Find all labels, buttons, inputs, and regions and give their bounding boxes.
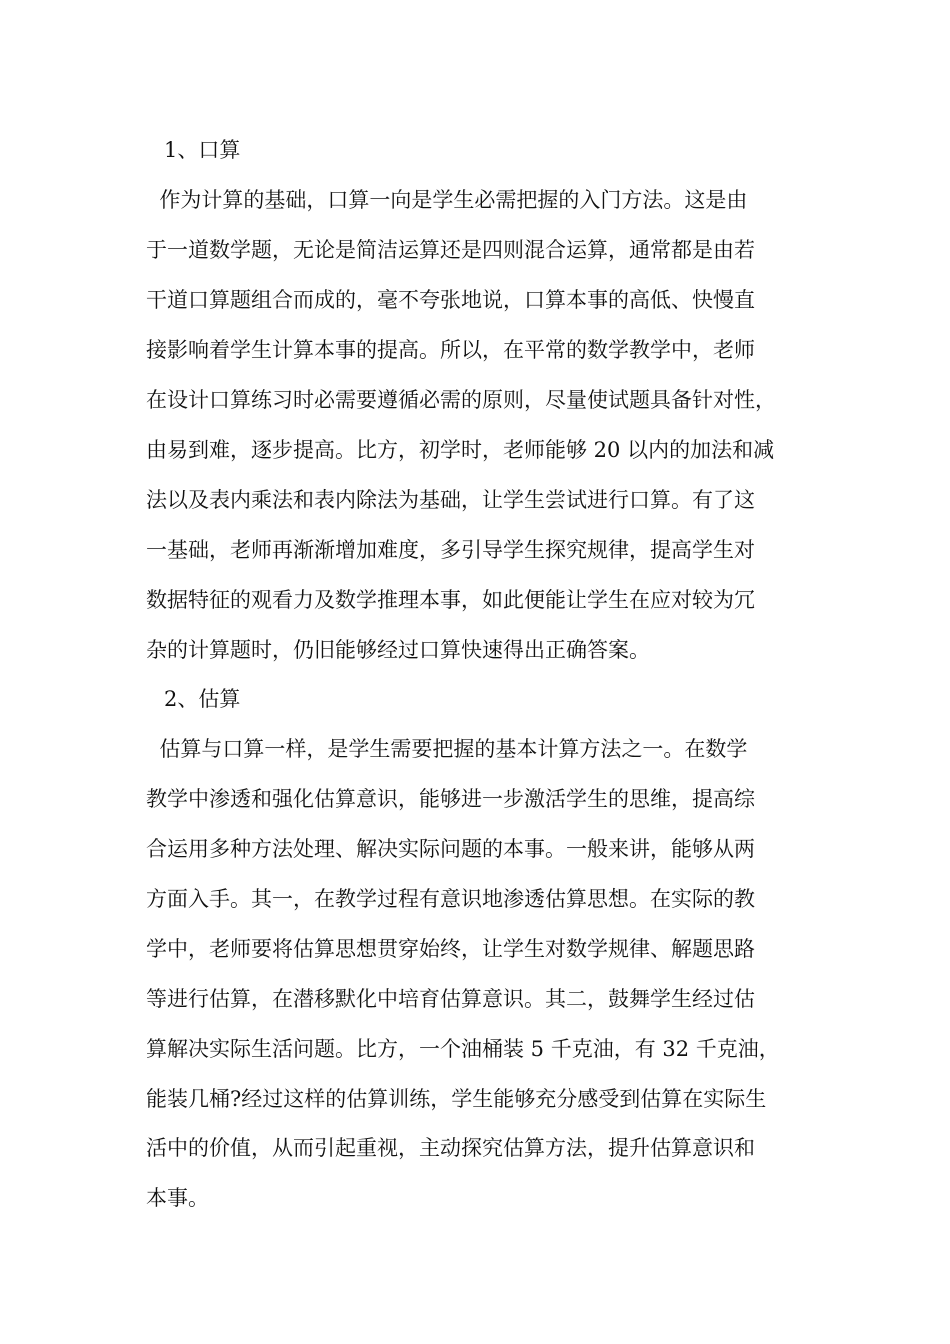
section-heading-estimation: 2、估算 xyxy=(164,687,241,711)
paragraph-line: 于一道数学题，无论是简洁运算还是四则混合运算，通常都是由若 xyxy=(146,238,755,262)
paragraph-line: 学中，老师要将估算思想贯穿始终，让学生对数学规律、解题思路 xyxy=(146,937,755,961)
paragraph-line: 一基础，老师再渐渐增加难度，多引导学生探究规律，提高学生对 xyxy=(146,538,755,562)
paragraph-line: 由易到难，逐步提高。比方，初学时，老师能够 20 以内的加法和减 xyxy=(146,438,775,462)
paragraph-line: 等进行估算，在潜移默化中培育估算意识。其二，鼓舞学生经过估 xyxy=(146,987,755,1011)
section-heading-oral-calculation: 1、口算 xyxy=(164,138,241,162)
paragraph-line: 干道口算题组合而成的，毫不夸张地说，口算本事的高低、快慢直 xyxy=(146,288,755,312)
paragraph-line: 方面入手。其一，在教学过程有意识地渗透估算思想。在实际的教 xyxy=(146,887,755,911)
paragraph-line: 数据特征的观看力及数学推理本事，如此便能让学生在应对较为冗 xyxy=(146,588,755,612)
paragraph-line: 接影响着学生计算本事的提高。所以，在平常的数学教学中，老师 xyxy=(146,338,755,362)
paragraph-line: 合运用多种方法处理、解决实际问题的本事。一般来讲，能够从两 xyxy=(146,837,755,861)
paragraph-line: 杂的计算题时，仍旧能够经过口算快速得出正确答案。 xyxy=(146,638,650,662)
paragraph-line: 教学中渗透和强化估算意识，能够进一步激活学生的思维，提高综 xyxy=(146,787,755,811)
paragraph-line: 估算与口算一样，是学生需要把握的基本计算方法之一。在数学 xyxy=(146,737,748,761)
paragraph-line: 法以及表内乘法和表内除法为基础，让学生尝试进行口算。有了这 xyxy=(146,488,755,512)
paragraph-line: 能装几桶?经过这样的估算训练，学生能够充分感受到估算在实际生 xyxy=(146,1087,767,1111)
paragraph-line: 本事。 xyxy=(146,1186,209,1210)
paragraph-line: 作为计算的基础，口算一向是学生必需把握的入门方法。这是由 xyxy=(146,188,748,212)
paragraph-line: 活中的价值，从而引起重视，主动探究估算方法，提升估算意识和 xyxy=(146,1136,755,1160)
paragraph-line: 算解决实际生活问题。比方，一个油桶装 5 千克油，有 32 千克油， xyxy=(146,1037,780,1061)
paragraph-line: 在设计口算练习时必需要遵循必需的原则，尽量使试题具备针对性， xyxy=(146,388,776,412)
